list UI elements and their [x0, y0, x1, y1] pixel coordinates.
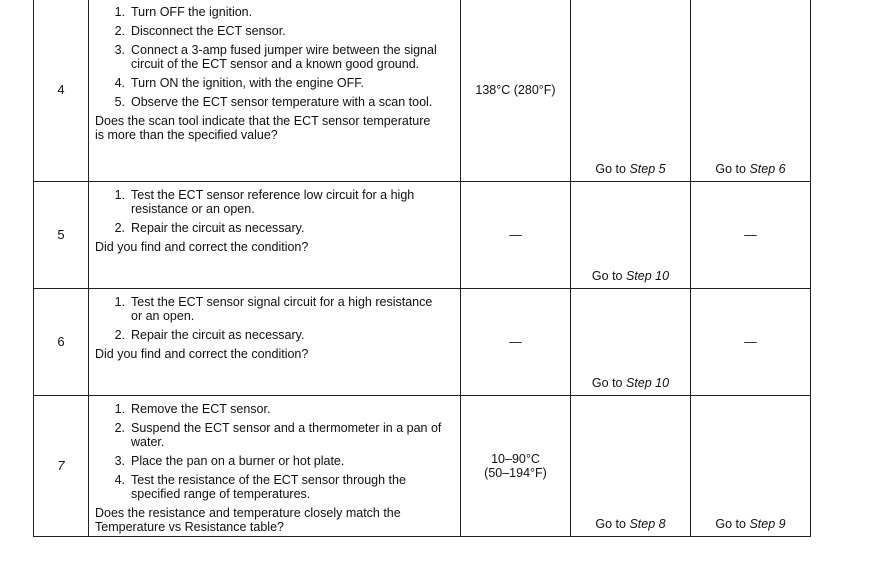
action-item-number: 3. [114, 43, 125, 57]
action-item-text: Test the resistance of the ECT sensor through the specified range of temperatures. [131, 473, 406, 501]
action-item [95, 43, 454, 71]
action-item [95, 188, 454, 216]
step-question: Did you find and correct the condition? [95, 240, 309, 254]
action-list [95, 295, 454, 342]
step-question: Does the resistance and temperature closely match the Temperature vs Resistance table? [95, 506, 401, 534]
no-goto-step-link[interactable]: Step 6 [749, 162, 786, 176]
step-number: 6 [34, 289, 89, 396]
no-action-cell [691, 396, 811, 537]
yes-goto-label: Go to [595, 517, 626, 531]
action-list [95, 5, 454, 109]
action-item [95, 76, 454, 90]
action-item [95, 5, 454, 19]
action-item [95, 454, 454, 468]
action-item-number: 2. [114, 421, 125, 435]
step-row [34, 0, 811, 182]
action-item-text: Suspend the ECT sensor and a thermometer in a pan of water. [131, 421, 442, 449]
step-row [34, 396, 811, 537]
yes-goto-label: Go to [595, 162, 626, 176]
yes-action-cell [571, 396, 691, 537]
action-item-text: Repair the circuit as necessary. [131, 328, 305, 342]
action-item [95, 328, 454, 342]
action-item-number: 1. [114, 5, 125, 19]
step-number: 5 [34, 182, 89, 289]
action-item-text: Remove the ECT sensor. [131, 402, 271, 416]
action-item [95, 95, 454, 109]
action-item-text: Test the ECT sensor signal circuit for a high resistance or an open. [131, 295, 433, 323]
no-not-applicable: — [744, 228, 757, 242]
action-item-text: Repair the circuit as necessary. [131, 221, 305, 235]
step-number: 7 [34, 396, 89, 537]
action-item-number: 3. [114, 454, 125, 468]
yes-goto-label: Go to [591, 269, 623, 283]
action-item-number: 2. [114, 24, 125, 38]
yes-goto-step-link[interactable]: Step 10 [625, 269, 670, 283]
no-goto-step-link[interactable]: Step 9 [749, 517, 786, 531]
specified-value: — [461, 289, 571, 396]
action-item-text: Connect a 3-amp fused jumper wire between the signal circuit of the ECT sensor and a known good ground. [131, 43, 437, 71]
action-item [95, 295, 454, 323]
step-row [34, 182, 811, 289]
action-cell [89, 396, 461, 537]
yes-goto-step-link[interactable]: Step 5 [629, 162, 666, 176]
step-row [34, 289, 811, 396]
action-item-number: 4. [114, 473, 125, 487]
yes-goto-step-link[interactable]: Step 8 [629, 517, 666, 531]
action-item-text: Test the ECT sensor reference low circuit for a high resistance or an open. [131, 188, 415, 216]
action-item-number: 1. [114, 188, 125, 202]
no-goto-label: Go to [715, 162, 746, 176]
yes-goto-step-link[interactable]: Step 10 [625, 376, 670, 390]
action-list [95, 402, 454, 501]
action-cell [89, 0, 461, 182]
yes-action-cell [571, 0, 691, 182]
no-not-applicable: — [744, 335, 757, 349]
action-cell [89, 182, 461, 289]
action-item [95, 221, 454, 235]
action-item-text: Turn OFF the ignition. [131, 5, 253, 19]
specified-value: — [461, 182, 571, 289]
action-item-number: 1. [114, 402, 125, 416]
action-item [95, 24, 454, 38]
action-item-text: Turn ON the ignition, with the engine OFF. [131, 76, 364, 90]
action-item-number: 1. [114, 295, 125, 309]
diagnostic-table [33, 0, 811, 537]
action-item-number: 5. [114, 95, 125, 109]
no-action-cell [691, 0, 811, 182]
yes-action-cell [571, 182, 691, 289]
action-item [95, 402, 454, 416]
action-item-text: Observe the ECT sensor temperature with a scan tool. [131, 95, 433, 109]
no-action-cell [691, 182, 811, 289]
action-item-text: Place the pan on a burner or hot plate. [131, 454, 345, 468]
action-cell [89, 289, 461, 396]
action-item-number: 2. [114, 221, 125, 235]
action-item [95, 473, 454, 501]
action-item-number: 2. [114, 328, 125, 342]
action-item [95, 421, 454, 449]
yes-goto-label: Go to [591, 376, 623, 390]
action-item-number: 4. [114, 76, 125, 90]
step-question: Does the scan tool indicate that the ECT sensor temperature is more than the specified value? [95, 114, 431, 142]
no-goto-label: Go to [715, 517, 746, 531]
action-list [95, 188, 454, 235]
action-item-text: Disconnect the ECT sensor. [131, 24, 286, 38]
specified-value: 138°C (280°F) [461, 0, 571, 182]
specified-value: 10–90°C (50–194°F) [461, 396, 571, 537]
step-number: 4 [34, 0, 89, 182]
no-action-cell [691, 289, 811, 396]
yes-action-cell [571, 289, 691, 396]
step-question: Did you find and correct the condition? [95, 347, 309, 361]
